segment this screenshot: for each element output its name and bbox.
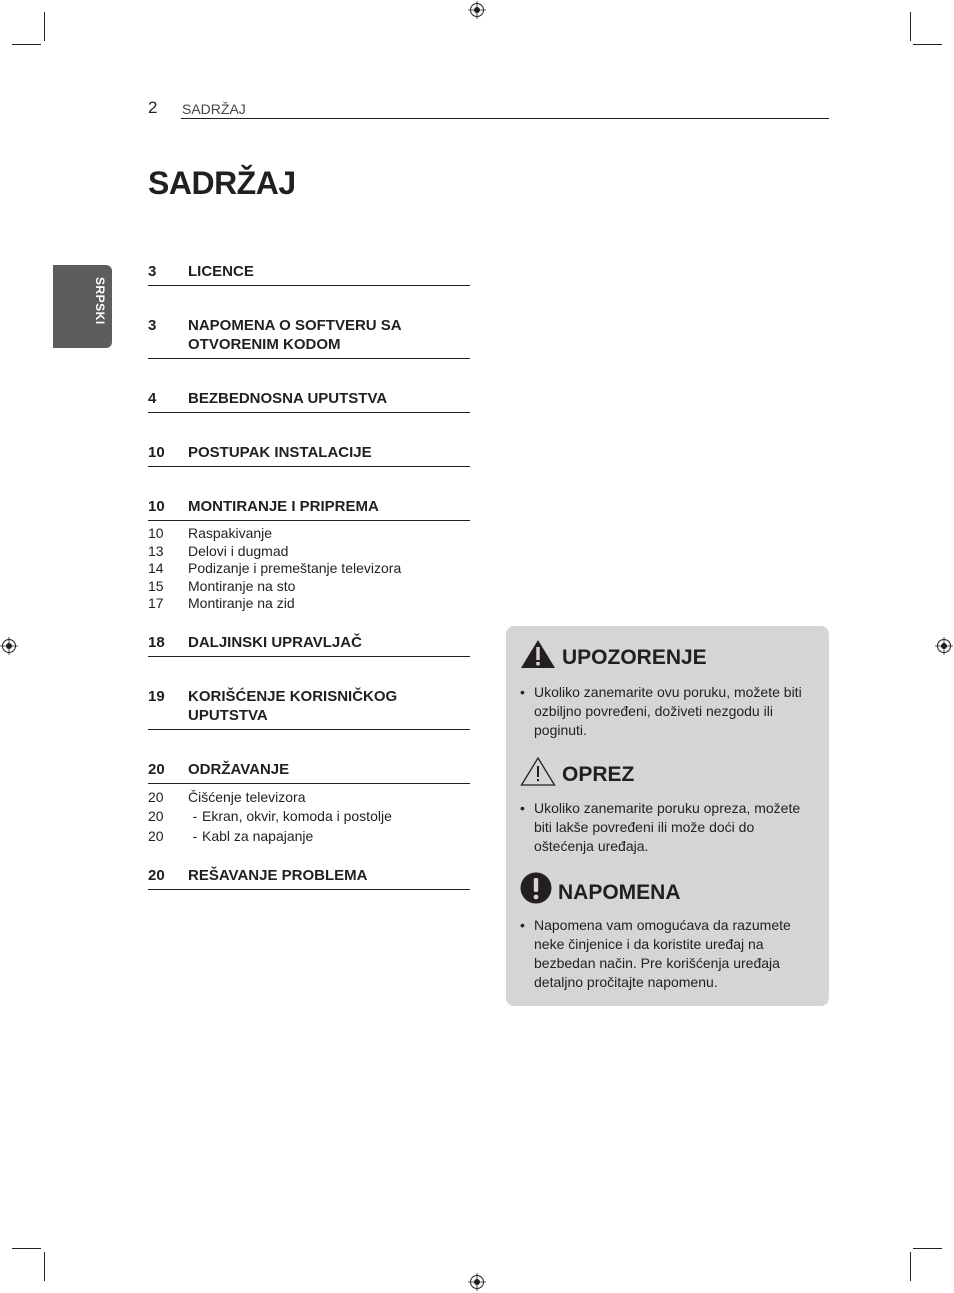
toc-dash: - <box>192 808 198 824</box>
toc-subentry-title: Kabl za napajanje <box>202 827 314 844</box>
toc-subentry-title: Montiranje na sto <box>188 577 296 594</box>
toc-page-number: 10 <box>148 498 165 515</box>
toc-subentry-title: Raspakivanje <box>188 525 273 541</box>
toc-subentries <box>148 784 470 847</box>
toc-section <box>148 437 470 467</box>
language-side-tab <box>53 265 112 348</box>
toc-dash: - <box>192 827 198 844</box>
toc-section <box>148 860 470 890</box>
crop-mark <box>913 44 942 45</box>
toc-entry-title: POSTUPAK INSTALACIJE <box>188 444 372 461</box>
table-of-contents <box>148 256 470 890</box>
toc-section <box>148 491 470 613</box>
toc-subentry[interactable] <box>148 788 470 808</box>
toc-entry[interactable] <box>148 681 470 730</box>
toc-page-number: 15 <box>148 577 164 594</box>
crop-mark <box>910 1252 911 1281</box>
toc-subentry-title: Delovi i dugmad <box>188 542 289 559</box>
note-label: NAPOMENA <box>558 881 681 904</box>
toc-page-number: 20 <box>148 827 164 844</box>
bullet: • <box>520 684 525 700</box>
toc-page-number: 19 <box>148 687 165 705</box>
toc-subentries <box>148 521 470 613</box>
caution-heading <box>520 756 634 786</box>
toc-entry[interactable] <box>148 437 470 467</box>
toc-entry-title: BEZBEDNOSNA UPUTSTVA <box>188 390 388 407</box>
toc-section <box>148 627 470 657</box>
warning-text-block <box>520 683 812 740</box>
toc-entry[interactable] <box>148 310 470 359</box>
toc-page-number: 20 <box>148 788 164 805</box>
header-divider <box>181 118 829 119</box>
toc-page-number: 17 <box>148 595 164 611</box>
crop-mark <box>913 1248 942 1249</box>
toc-entry[interactable] <box>148 383 470 413</box>
note-text: Napomena vam omogućava da razumete neke činjenice i da koristite uređaj na bezbedan način. Pre korišćenja uređaja detaljno pročitajte napomenu. <box>534 917 791 990</box>
toc-page-number: 10 <box>148 444 165 461</box>
toc-section <box>148 310 470 359</box>
note-text-block <box>520 916 812 992</box>
toc-section <box>148 754 470 847</box>
toc-entry-title: ODRŽAVANJE <box>188 760 290 778</box>
registration-mark-icon <box>468 1 486 19</box>
toc-entry-title: REŠAVANJE PROBLEMA <box>188 867 368 884</box>
toc-subentry-title: Ekran, okvir, komoda i postolje <box>202 808 392 824</box>
toc-subentry[interactable] <box>148 525 470 543</box>
toc-subentry[interactable] <box>148 827 470 847</box>
crop-mark <box>12 44 41 45</box>
caution-label: OPREZ <box>562 763 635 786</box>
toc-page-number: 18 <box>148 633 165 651</box>
warning-text: Ukoliko zanemarite ovu poruku, možete biti ozbiljno povređeni, doživeti nezgodu ili poginuti. <box>534 684 802 738</box>
safety-symbols-box <box>506 626 829 1006</box>
toc-subentry[interactable] <box>148 595 470 613</box>
toc-entry-title: MONTIRANJE I PRIPREMA <box>188 498 379 515</box>
toc-entry-title: LICENCE <box>188 263 254 280</box>
toc-page-number: 10 <box>148 525 164 541</box>
note-heading <box>520 872 681 904</box>
toc-page-number: 4 <box>148 390 157 407</box>
exclamation-circle-icon <box>520 872 552 904</box>
warning-heading <box>520 639 707 669</box>
toc-entry-title: DALJINSKI UPRAVLJAČ <box>188 633 362 651</box>
toc-page-number: 20 <box>148 808 164 824</box>
page-title: SADRŽAJ <box>148 165 296 201</box>
toc-entry[interactable] <box>148 860 470 890</box>
toc-entry-title: KORIŠĆENJE KORISNIČKOG UPUTSTVA <box>188 687 398 724</box>
toc-subentry-title: Čišćenje televizora <box>188 788 306 805</box>
registration-mark-icon <box>935 637 953 655</box>
registration-mark-icon <box>0 637 18 655</box>
crop-mark <box>12 1248 41 1249</box>
bullet: • <box>520 917 525 933</box>
toc-entry[interactable] <box>148 256 470 286</box>
toc-section <box>148 383 470 413</box>
toc-subentry-title: Podizanje i premeštanje televizora <box>188 560 402 576</box>
toc-page-number: 13 <box>148 542 164 559</box>
registration-mark-icon <box>468 1273 486 1291</box>
toc-entry-title: NAPOMENA O SOFTVERU SA OTVORENIM KODOM <box>188 317 402 353</box>
toc-entry[interactable] <box>148 627 470 657</box>
toc-page-number: 3 <box>148 263 157 280</box>
crop-mark <box>44 12 45 41</box>
caution-text-block <box>520 799 812 856</box>
language-label: SRPSKI <box>93 277 107 325</box>
toc-page-number: 3 <box>148 317 157 334</box>
toc-entry[interactable] <box>148 491 470 521</box>
toc-subentry[interactable] <box>148 560 470 578</box>
running-header: SADRŽAJ <box>182 101 246 117</box>
toc-page-number: 14 <box>148 560 164 576</box>
toc-section <box>148 256 470 286</box>
toc-section <box>148 681 470 730</box>
toc-subentry-title: Montiranje na zid <box>188 595 295 611</box>
toc-subentry[interactable] <box>148 578 470 596</box>
caution-outline-icon <box>520 756 556 786</box>
toc-subentry[interactable] <box>148 543 470 561</box>
warning-filled-icon <box>520 639 556 669</box>
warning-label: UPOZORENJE <box>562 646 707 669</box>
toc-subentry[interactable] <box>148 807 470 827</box>
bullet: • <box>520 800 525 816</box>
toc-entry[interactable] <box>148 754 470 784</box>
toc-page-number: 20 <box>148 867 165 884</box>
page-number: 2 <box>148 98 158 117</box>
toc-page-number: 20 <box>148 760 165 778</box>
caution-text: Ukoliko zanemarite poruku opreza, možete biti lakše povređeni ili može doći do oštećenja uređaja. <box>534 800 801 854</box>
crop-mark <box>44 1252 45 1281</box>
crop-mark <box>910 12 911 41</box>
